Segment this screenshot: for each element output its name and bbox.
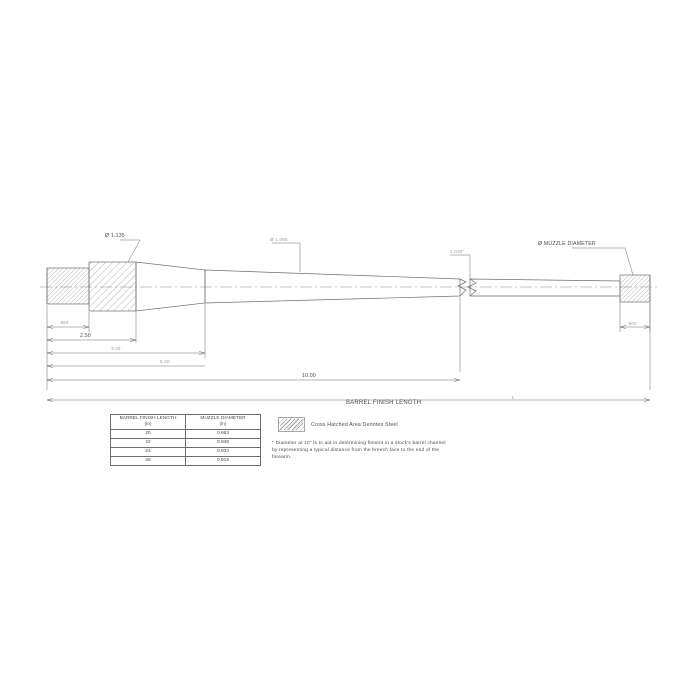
dim-984: .984: [59, 320, 69, 325]
footnote-text: * Diameter at 10" is to aid in determining fitment in a stock's barrel channel by representing a typical distance from the breech face to the end of the forearm.: [272, 441, 446, 460]
table-header-length-line2: (in): [144, 422, 152, 427]
dimension-lines: [47, 325, 650, 401]
table-header-diameter: [186, 415, 261, 430]
overall-length-title: BARREL FINISH LENGTH: [346, 400, 422, 406]
cell-diameter: 0.948: [186, 439, 261, 448]
dim-550: 5.50: [160, 359, 170, 364]
table-header-row: [111, 415, 261, 430]
cell-length: 24: [111, 448, 186, 457]
muzzle-diameter-table: [110, 414, 261, 466]
cell-length: 22: [111, 439, 186, 448]
cell-length: 20: [111, 430, 186, 439]
dim-900: .900: [627, 321, 637, 326]
dim-250: 2.50: [80, 333, 91, 339]
table-row: [111, 439, 261, 448]
length-symbol: L: [512, 395, 515, 400]
dim-mid-diameter: Ø 1.065: [270, 237, 288, 242]
table-header-length-line1: BARREL FINISH LENGTH: [119, 416, 177, 421]
table-header-diameter-line1: MUZZLE DIAMETER: [200, 416, 246, 421]
cell-diameter: 0.963: [186, 430, 261, 439]
hatch-legend-label: Cross Hatched Area Denotes Steel: [311, 422, 398, 428]
dim-335: 3.35: [111, 346, 121, 351]
dim-muzzle-diameter-label: Ø MUZZLE DIAMETER: [538, 241, 596, 247]
cell-diameter: 0.934: [186, 448, 261, 457]
table-row: [111, 457, 261, 466]
dim-1000: 10.00: [302, 373, 316, 379]
table-row: [111, 448, 261, 457]
table-row: [111, 430, 261, 439]
table-header-length: [111, 415, 186, 430]
cell-length: 26: [111, 457, 186, 466]
table-header-diameter-line2: (in): [219, 422, 227, 427]
cell-diameter: 0.919: [186, 457, 261, 466]
dim-taper-note: 1.030": [450, 249, 465, 254]
hatch-legend-swatch: [278, 417, 306, 433]
dim-breech-diameter: Ø 1.135: [105, 233, 125, 239]
barrel-outline: [40, 262, 660, 311]
